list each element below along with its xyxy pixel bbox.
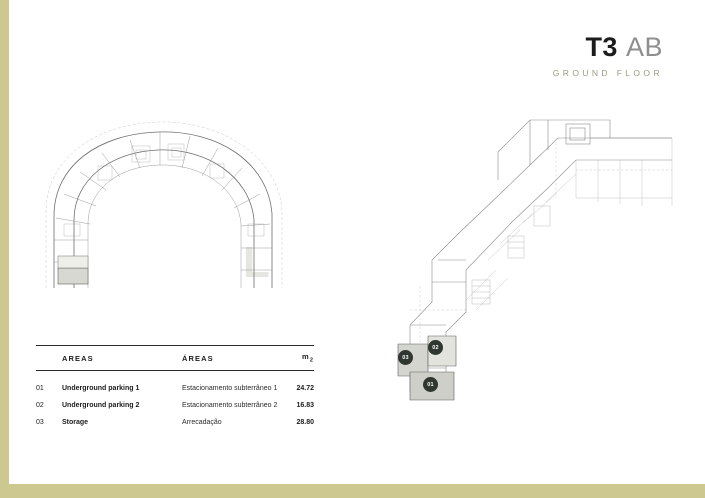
area-row-number: 01 xyxy=(36,385,44,392)
areas-table xyxy=(36,345,314,431)
page-title xyxy=(553,34,663,61)
areas-header-unit-sub: 2 xyxy=(309,357,314,364)
table-row xyxy=(36,414,314,431)
areas-row-list xyxy=(36,371,314,431)
areas-header-english: AREAS xyxy=(62,353,94,363)
area-row-value: 28.80 xyxy=(296,419,314,426)
area-row-english: Storage xyxy=(62,419,89,426)
plan-marker-03[interactable]: 03 xyxy=(398,350,413,365)
plan-marker-02[interactable]: 02 xyxy=(428,340,443,355)
plan-marker-01[interactable]: 01 xyxy=(423,377,438,392)
title-variant: AB xyxy=(625,32,663,62)
area-row-portuguese: Estacionamento subterrâneo 1 xyxy=(182,385,278,392)
areas-table-header xyxy=(36,346,314,370)
area-row-portuguese: Arrecadação xyxy=(182,419,222,426)
site-plan-overview-drawing xyxy=(36,120,316,290)
area-row-portuguese: Estacionamento subterrâneo 2 xyxy=(182,402,278,409)
title-typology: T3 xyxy=(585,32,618,62)
page-subtitle: GROUND FLOOR xyxy=(552,68,663,78)
ground-floor-plan-svg xyxy=(380,110,680,420)
area-row-english: Underground parking 2 xyxy=(62,402,140,409)
area-row-number: 02 xyxy=(36,402,44,409)
area-row-value: 16.83 xyxy=(296,402,314,409)
areas-header-unit-text: m xyxy=(302,352,310,362)
site-plan-overview-svg xyxy=(36,120,316,290)
bottom-accent-strip xyxy=(0,484,705,498)
table-row xyxy=(36,380,314,397)
area-row-value: 24.72 xyxy=(296,385,314,392)
watermark-logo: L xyxy=(243,238,268,287)
area-row-number: 03 xyxy=(36,419,44,426)
ground-floor-plan-drawing xyxy=(380,110,680,420)
areas-header-portuguese: ÁREAS xyxy=(182,353,214,363)
left-accent-strip xyxy=(0,0,9,498)
areas-header-unit xyxy=(280,352,314,364)
area-row-english: Underground parking 1 xyxy=(62,385,140,392)
title-block xyxy=(553,34,663,78)
table-row xyxy=(36,397,314,414)
